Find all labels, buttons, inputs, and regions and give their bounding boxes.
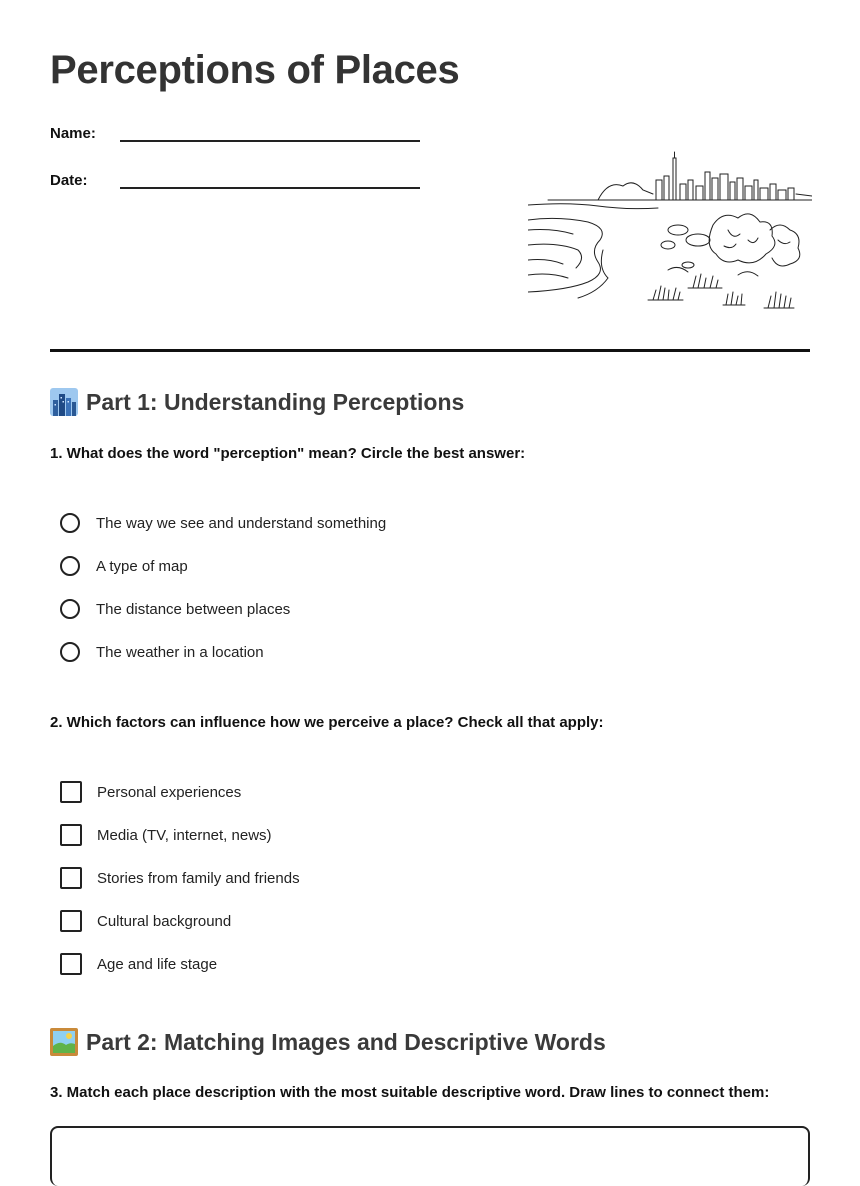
question-3: 3. Match each place description with the most suitable descriptive word. Draw lines to connect them:	[50, 1084, 770, 1101]
option-label: The way we see and understand something	[96, 514, 387, 532]
checkbox[interactable]	[60, 953, 82, 975]
page-title: Perceptions of Places	[50, 48, 460, 92]
q1-option[interactable]	[60, 511, 386, 535]
part1-heading-text: Part 1: Understanding Perceptions	[86, 388, 465, 415]
radio-circle[interactable]	[60, 642, 80, 662]
option-label: Stories from family and friends	[97, 869, 300, 887]
radio-circle[interactable]	[60, 599, 80, 619]
part2-heading	[50, 1028, 606, 1056]
section-divider	[50, 349, 810, 352]
option-label: Cultural background	[97, 912, 232, 930]
checkbox[interactable]	[60, 824, 82, 846]
q2-option[interactable]	[60, 823, 272, 847]
date-label: Date:	[50, 172, 88, 189]
option-label: A type of map	[96, 557, 188, 575]
option-label: The weather in a location	[96, 643, 264, 661]
q1-option[interactable]	[60, 554, 188, 578]
checkbox[interactable]	[60, 867, 82, 889]
checkbox[interactable]	[60, 781, 82, 803]
part1-heading	[50, 388, 464, 416]
option-label: Personal experiences	[97, 783, 242, 801]
q1-option[interactable]	[60, 597, 290, 621]
option-label: Age and life stage	[97, 955, 218, 973]
framed-picture-icon	[50, 1028, 78, 1056]
name-field-row	[50, 120, 420, 142]
date-field-row	[50, 167, 420, 189]
q2-option[interactable]	[60, 866, 300, 890]
checkbox[interactable]	[60, 910, 82, 932]
name-label: Name:	[50, 125, 96, 142]
option-label: Media (TV, internet, news)	[97, 826, 272, 844]
q2-option[interactable]	[60, 952, 217, 976]
radio-circle[interactable]	[60, 556, 80, 576]
part2-heading-text: Part 2: Matching Images and Descriptive Words	[86, 1028, 606, 1055]
q2-option[interactable]	[60, 909, 231, 933]
matching-area[interactable]	[50, 1126, 810, 1186]
city-coast-sketch-icon	[528, 150, 812, 320]
date-line[interactable]	[120, 167, 420, 189]
option-label: The distance between places	[96, 600, 291, 618]
q2-option[interactable]	[60, 780, 241, 804]
radio-circle[interactable]	[60, 513, 80, 533]
q1-option[interactable]	[60, 640, 264, 664]
question-1: 1. What does the word "perception" mean? Circle the best answer:	[50, 445, 526, 462]
name-line[interactable]	[120, 120, 420, 142]
question-2: 2. Which factors can influence how we perceive a place? Check all that apply:	[50, 714, 604, 731]
cityscape-icon	[50, 388, 78, 416]
